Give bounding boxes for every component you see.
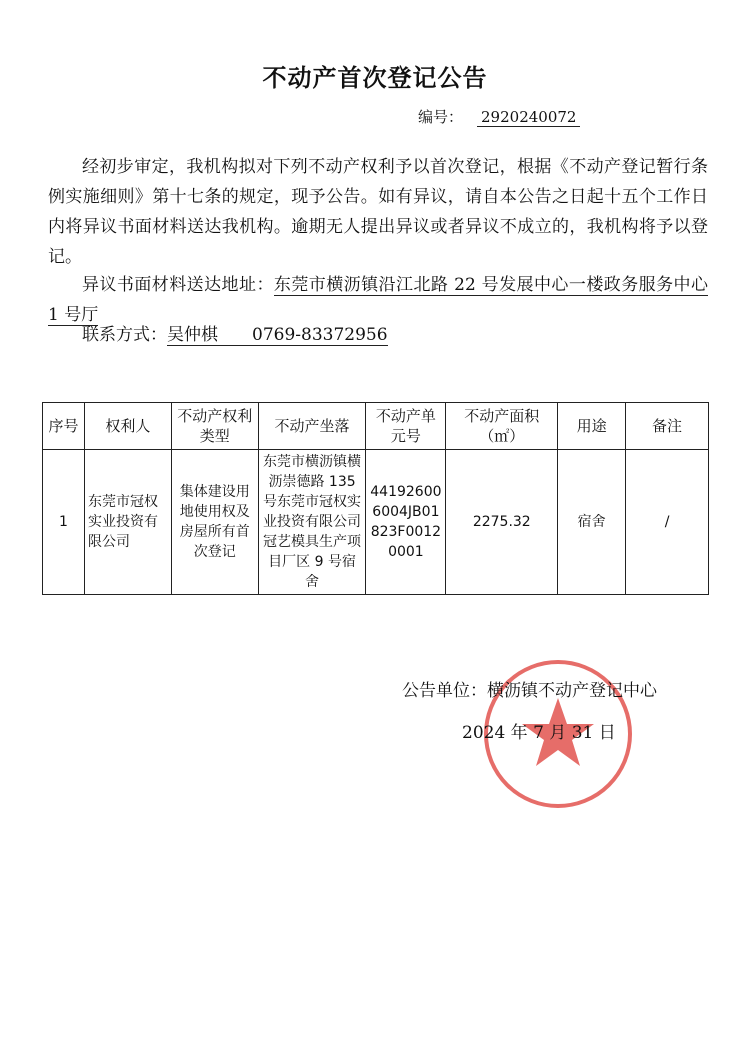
table-cell: 集体建设用地使用权及房屋所有首次登记 [171,450,258,595]
serial-value: 2920240072 [477,108,580,127]
announcement-paragraph: 经初步审定，我机构拟对下列不动产权利予以首次登记，根据《不动产登记暂行条例实施细则》第十七条的规定，现予公告。如有异议，请自本公告之日起十五个工作日内将异议书面材料送达我机构。逾期无人提出异议或者异议不成立的，我机构将予以登记。 [48,157,708,267]
contact-info [48,320,708,350]
header-cell: 权利人 [84,403,171,450]
header-cell: 备注 [626,403,709,450]
table-cell: 东莞市横沥镇横沥崇德路 135 号东莞市冠权实业投资有限公司冠艺模具生产项目厂区 9 号宿舍 [258,450,366,595]
unit-name: 横沥镇不动产登记中心 [487,681,657,701]
header-cell: 序号 [43,403,85,450]
serial-label: 编号： [418,108,464,126]
table-cell: 1 [43,450,85,595]
announcement-date: 2024 年 7 月 31 日 [462,723,616,743]
page-title: 不动产首次登记公告 [262,64,488,92]
header-cell: 用途 [558,403,626,450]
header-cell: 不动产权利类型 [171,403,258,450]
contact-phone: 0769-83372956 [252,325,388,345]
table-header-row [43,403,709,450]
address-value: 东莞市横沥镇沿江北路 22 号发展中心一楼政务服务中心 1 号厅 [48,275,708,325]
table-cell: 2275.32 [446,450,558,595]
header-cell: 不动产坐落 [258,403,366,450]
table-cell: 宿舍 [558,450,626,595]
announcing-unit [402,676,657,701]
contact-label: 联系方式： [82,325,167,345]
header-cell: 不动产面积（㎡） [446,403,558,450]
unit-label: 公告单位： [402,681,487,701]
table-cell: 东莞市冠权实业投资有限公司 [84,450,171,595]
table-cell: 441926006004JB01823F00120001 [366,450,446,595]
table-row [43,450,709,595]
registration-table [42,402,709,595]
table-cell: / [626,450,709,595]
contact-value [167,325,388,346]
address-label: 异议书面材料送达地址： [82,275,274,295]
header-cell: 不动产单元号 [366,403,446,450]
serial-number [418,106,580,127]
contact-name: 吴仲棋 [167,325,218,345]
